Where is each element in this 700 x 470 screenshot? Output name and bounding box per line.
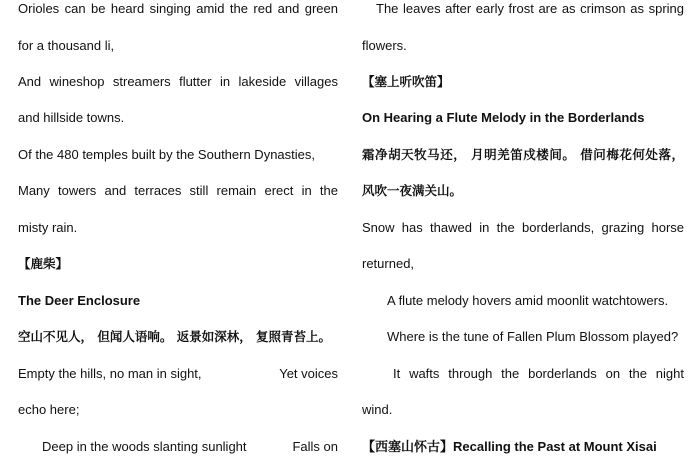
text-line — [18, 365, 338, 383]
text-segment: Deep in the woods slanting sunlight — [42, 439, 247, 454]
text-line: A flute melody hovers amid moonlit watchtowers. — [387, 293, 669, 308]
text-line: Orioles can be heard singing amid the red and green — [18, 1, 338, 16]
poem-chinese-text: 空山不见人， 但闻人语响。 返景如深林， 复照青苔上。 — [18, 329, 332, 344]
poem-title-english: The Deer Enclosure — [18, 293, 141, 308]
text-line — [18, 438, 338, 456]
text-line: The leaves after early frost are as crimson as spring — [376, 1, 684, 16]
text-line: and hillside towns. — [18, 110, 125, 125]
text-segment: Falls on — [292, 439, 338, 454]
text-line: wind. — [362, 402, 393, 417]
poem-title-english: On Hearing a Flute Melody in the Borderlands — [362, 110, 645, 125]
text-line: returned, — [362, 256, 415, 271]
text-segment: Yet voices — [279, 366, 338, 381]
text-line: echo here; — [18, 402, 80, 417]
text-line: It wafts through the borderlands on the night — [393, 366, 684, 381]
text-line: misty rain. — [18, 220, 78, 235]
text-line: Many towers and terraces still remain erect in the — [18, 183, 338, 198]
text-line: Of the 480 temples built by the Southern Dynasties, — [18, 147, 316, 162]
poem-chinese-text: 风吹一夜满关山。 — [362, 183, 463, 198]
text-line: Where is the tune of Fallen Plum Blossom played? — [387, 329, 679, 344]
poem-chinese-text: 霜净胡天牧马还， 月明羌笛戍楼间。 借问梅花何处落， — [362, 147, 684, 162]
text-line: flowers. — [362, 38, 407, 53]
text-segment: Empty the hills, no man in sight, — [18, 366, 202, 381]
poem-title: 【西塞山怀古】Recalling the Past at Mount Xisai — [362, 439, 657, 454]
text-line: for a thousand li, — [18, 38, 115, 53]
text-line: Snow has thawed in the borderlands, grazing horse — [362, 220, 684, 235]
poem-title-chinese: 【塞上听吹笛】 — [362, 74, 450, 89]
poem-title-chinese: 【鹿柴】 — [18, 256, 69, 271]
text-line: And wineshop streamers flutter in lakeside villages — [18, 74, 338, 89]
